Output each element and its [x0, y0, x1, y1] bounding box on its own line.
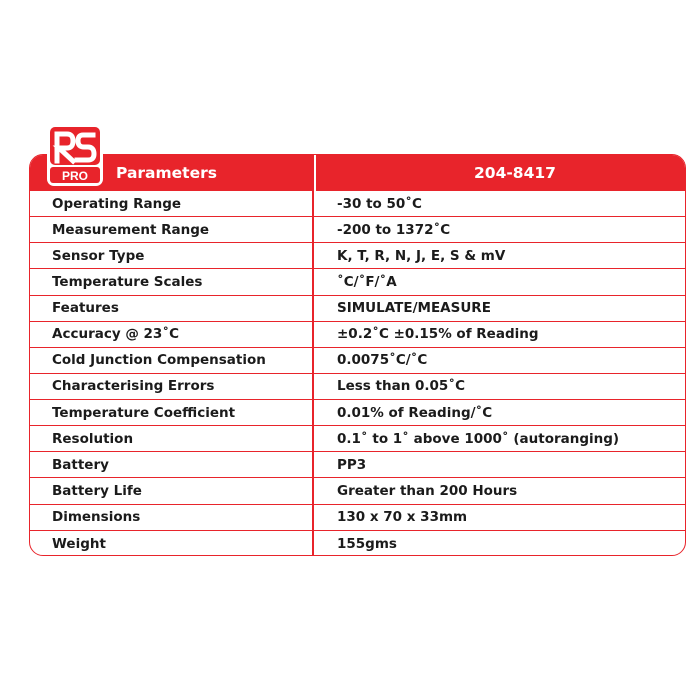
parameter-value: 130 x 70 x 33mm [337, 509, 468, 526]
parameter-label: Temperature Coefficient [30, 400, 314, 425]
parameter-label: Cold Junction Compensation [30, 348, 314, 373]
parameter-label: Battery [30, 452, 314, 477]
table-row [30, 400, 685, 426]
table-row [30, 505, 685, 531]
parameter-value: 0.0075˚C/˚C [337, 352, 428, 369]
parameter-label: Operating Range [30, 191, 314, 216]
parameter-label: Resolution [30, 426, 314, 451]
parameter-label: Battery Life [30, 478, 314, 503]
table-row [30, 348, 685, 374]
header-divider [314, 155, 316, 191]
header-parameters: Parameters [116, 164, 217, 182]
table-row [30, 217, 685, 243]
parameter-value: -30 to 50˚C [337, 195, 422, 212]
table-row [30, 296, 685, 322]
table-body [30, 191, 685, 556]
spec-table [29, 154, 686, 556]
parameter-value: PP3 [337, 456, 367, 473]
table-row [30, 478, 685, 504]
svg-text:PRO: PRO [61, 169, 89, 183]
parameter-label: Accuracy @ 23˚C [30, 322, 314, 347]
parameter-value: -200 to 1372˚C [337, 221, 451, 238]
parameter-value: ˚C/˚F/˚A [337, 273, 397, 290]
parameter-label: Sensor Type [30, 243, 314, 268]
parameter-label: Characterising Errors [30, 374, 314, 399]
parameter-label: Dimensions [30, 505, 314, 530]
table-row [30, 322, 685, 348]
table-row [30, 452, 685, 478]
table-row [30, 191, 685, 217]
table-row [30, 243, 685, 269]
parameter-label: Features [30, 296, 314, 321]
parameter-value: 0.01% of Reading/˚C [337, 404, 493, 421]
table-row [30, 426, 685, 452]
parameter-label: Measurement Range [30, 217, 314, 242]
parameter-value: ±0.2˚C ±0.15% of Reading [337, 326, 539, 343]
parameter-value: Less than 0.05˚C [337, 378, 465, 395]
parameter-value: K, T, R, N, J, E, S & mV [337, 247, 506, 264]
table-row [30, 269, 685, 295]
table-row [30, 531, 685, 556]
parameter-value: SIMULATE/MEASURE [337, 300, 491, 317]
parameter-value: 155gms [337, 535, 397, 552]
parameter-label: Weight [30, 531, 314, 556]
parameter-value: 0.1˚ to 1˚ above 1000˚ (autoranging) [337, 430, 620, 447]
rs-pro-logo [47, 124, 103, 186]
table-row [30, 374, 685, 400]
table-header [30, 155, 685, 191]
parameter-value: Greater than 200 Hours [337, 482, 518, 499]
header-part-number: 204-8417 [474, 164, 556, 182]
parameter-label: Temperature Scales [30, 269, 314, 294]
